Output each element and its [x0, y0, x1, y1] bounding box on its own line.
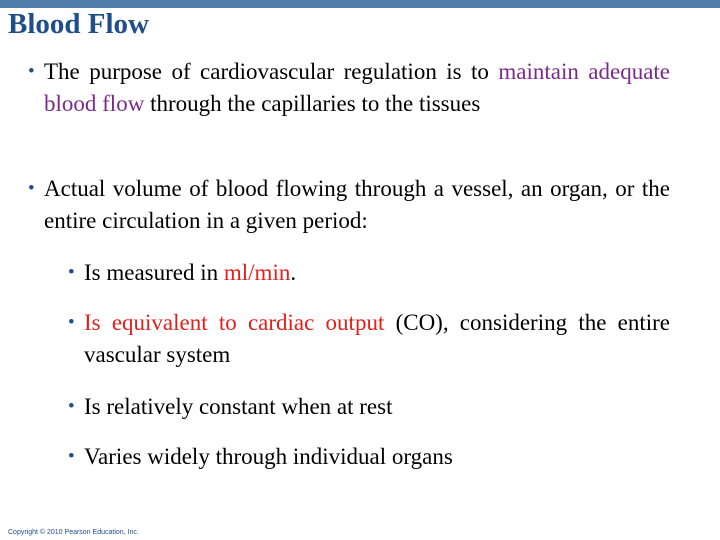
bullet-dot: • [68, 396, 75, 417]
bullet-text: The purpose of cardiovascular regulation is to [44, 59, 499, 84]
bullet-dot: • [68, 446, 75, 467]
bullet-item [28, 56, 670, 120]
bullet-text: Actual volume of blood flowing through a vessel, an organ, or the entire circulation in a given period: [44, 176, 670, 233]
highlighted-text: ml/min [223, 260, 291, 285]
bullet-dot: • [28, 178, 35, 199]
highlighted-text: maintain adequate blood flow [44, 59, 670, 116]
bullet-item [28, 173, 670, 237]
bullet-text: Is relatively constant when at rest [84, 394, 393, 419]
bullet-text: through the capillaries to the tissues [144, 91, 481, 116]
bullet-text: . [290, 260, 297, 285]
copyright-notice: Copyright © 2010 Pearson Education, Inc. [8, 529, 139, 536]
sub-bullet-item [68, 391, 670, 423]
bullet-text: (CO), considering the entire vascular system [84, 310, 670, 367]
sub-bullet-item [68, 441, 670, 473]
sub-bullet-item [68, 307, 670, 371]
bullet-text: Varies widely through individual organs [84, 444, 453, 469]
highlighted-text: Is equivalent to cardiac output [84, 310, 385, 335]
sub-bullet-item [68, 257, 670, 289]
slide-title: Blood Flow [8, 8, 149, 40]
bullet-dot: • [68, 312, 75, 333]
bullet-dot: • [68, 262, 75, 283]
bullet-dot: • [28, 61, 35, 82]
bullet-text: Is measured in [84, 260, 224, 285]
